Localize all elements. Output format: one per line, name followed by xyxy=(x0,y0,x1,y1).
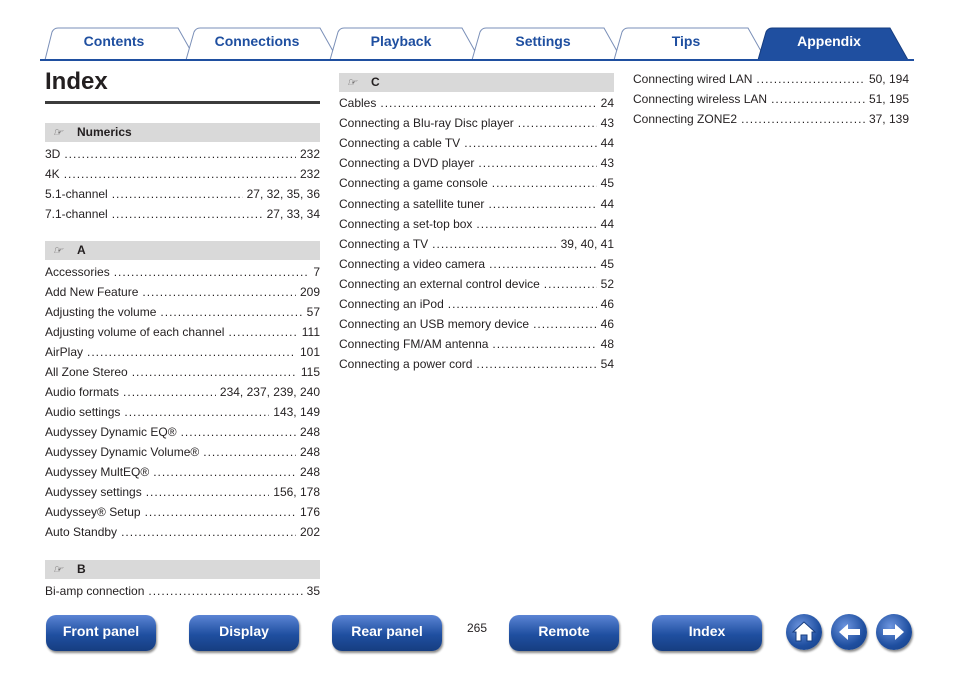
index-entry[interactable]: Audyssey MultEQ® ..... 248 xyxy=(45,462,320,482)
pointing-hand-icon: ☞ xyxy=(53,245,63,257)
index-entry[interactable]: Connecting FM/AM antenna ..... 48 xyxy=(339,334,614,354)
index-entry[interactable]: Connecting wired LAN ..... 50, 194 xyxy=(633,69,909,89)
index-entry[interactable]: 7.1-channel ..... 27, 33, 34 xyxy=(45,204,320,224)
index-entry[interactable]: Connecting an external control device ..... 52 xyxy=(339,274,614,294)
index-entry[interactable]: Adjusting the volume ..... 57 xyxy=(45,302,320,322)
index-entry[interactable]: Connecting a Blu-ray Disc player ..... 43 xyxy=(339,113,614,133)
tab-connections[interactable]: Connections xyxy=(214,33,300,49)
index-entry[interactable]: Add New Feature ..... 209 xyxy=(45,282,320,302)
index-entry[interactable]: Cables ..... 24 xyxy=(339,93,614,113)
index-entry[interactable]: Bi-amp connection ..... 35 xyxy=(45,581,320,601)
index-entry[interactable]: Connecting a game console ..... 45 xyxy=(339,173,614,193)
index-entry[interactable]: Connecting a DVD player ..... 43 xyxy=(339,153,614,173)
tab-tips[interactable]: Tips xyxy=(671,33,701,49)
index-entry[interactable]: Audyssey® Setup ..... 176 xyxy=(45,502,320,522)
tab-settings[interactable]: Settings xyxy=(515,33,571,49)
index-entry[interactable]: Adjusting volume of each channel ..... 111 xyxy=(45,322,320,342)
remote-button[interactable]: Remote xyxy=(509,615,619,651)
pointing-hand-icon: ☞ xyxy=(53,127,63,139)
section-heading-b: ☞ B xyxy=(45,560,320,579)
title-divider xyxy=(45,101,320,104)
index-entry[interactable]: 5.1-channel ..... 27, 32, 35, 36 xyxy=(45,184,320,204)
tab-playback[interactable]: Playback xyxy=(370,33,432,49)
section-heading-numerics: ☞ Numerics xyxy=(45,123,320,142)
page-title: Index xyxy=(45,68,108,95)
index-entry[interactable]: Connecting a video camera ..... 45 xyxy=(339,254,614,274)
page-number: 265 xyxy=(466,621,488,635)
index-entry[interactable]: 3D ..... 232 xyxy=(45,144,320,164)
index-entry[interactable]: Auto Standby ..... 202 xyxy=(45,522,320,542)
index-entry[interactable]: Connecting wireless LAN ..... 51, 195 xyxy=(633,89,909,109)
rear-panel-button[interactable]: Rear panel xyxy=(332,615,442,651)
tab-bar xyxy=(0,0,954,62)
index-entry[interactable]: Audyssey settings ..... 156, 178 xyxy=(45,482,320,502)
pointing-hand-icon: ☞ xyxy=(347,77,357,89)
index-entry[interactable]: Connecting a power cord ..... 54 xyxy=(339,354,614,374)
tab-shapes xyxy=(0,0,954,62)
index-entry[interactable]: Connecting an iPod ..... 46 xyxy=(339,294,614,314)
section-heading-a: ☞ A xyxy=(45,241,320,260)
display-button[interactable]: Display xyxy=(189,615,299,651)
index-entry[interactable]: Audyssey Dynamic Volume® ..... 248 xyxy=(45,442,320,462)
home-icon xyxy=(786,614,822,650)
index-button[interactable]: Index xyxy=(652,615,762,651)
index-entry[interactable]: Connecting a satellite tuner ..... 44 xyxy=(339,194,614,214)
back-button[interactable] xyxy=(831,614,867,650)
front-panel-button[interactable]: Front panel xyxy=(46,615,156,651)
index-entry[interactable]: AirPlay ..... 101 xyxy=(45,342,320,362)
index-entry[interactable]: Audio formats ..... 234, 237, 239, 240 xyxy=(45,382,320,402)
index-entry[interactable]: All Zone Stereo ..... 115 xyxy=(45,362,320,382)
index-entry[interactable]: Audyssey Dynamic EQ® ..... 248 xyxy=(45,422,320,442)
index-entry[interactable]: Connecting ZONE2 ..... 37, 139 xyxy=(633,109,909,129)
tab-appendix[interactable]: Appendix xyxy=(797,33,861,49)
section-heading-c: ☞ C xyxy=(339,73,614,92)
index-entry[interactable]: Connecting a cable TV ..... 44 xyxy=(339,133,614,153)
pointing-hand-icon: ☞ xyxy=(53,564,63,576)
index-entry[interactable]: Audio settings ..... 143, 149 xyxy=(45,402,320,422)
home-button[interactable] xyxy=(786,614,822,650)
index-entry[interactable]: 4K ..... 232 xyxy=(45,164,320,184)
tab-contents[interactable]: Contents xyxy=(83,33,145,49)
arrow-right-icon xyxy=(876,614,912,650)
index-entry[interactable]: Connecting a TV ..... 39, 40, 41 xyxy=(339,234,614,254)
index-entry[interactable]: Connecting a set-top box ..... 44 xyxy=(339,214,614,234)
index-entry[interactable]: Accessories ..... 7 xyxy=(45,262,320,282)
forward-button[interactable] xyxy=(876,614,912,650)
index-entry[interactable]: Connecting an USB memory device ..... 46 xyxy=(339,314,614,334)
arrow-left-icon xyxy=(831,614,867,650)
